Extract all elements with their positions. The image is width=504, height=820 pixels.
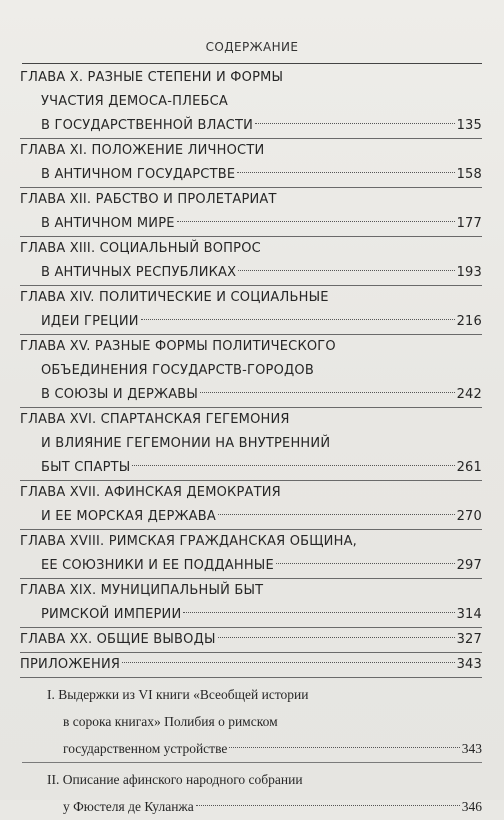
toc-entry-title: II. Описание афинского народного собрании [47,772,303,787]
dot-leader [132,465,454,466]
toc-page-number: 270 [456,509,482,524]
toc-entry-title: ПРИЛОЖЕНИЯ [20,657,121,672]
toc-entry-title-cont: ОБЪЕДИНЕНИЯ ГОСУДАРСТВ-ГОРОДОВ [41,363,314,378]
toc-entry-title-cont: у Фюстеля де Куланжа [63,799,194,814]
toc-entry-title: ГЛАВА XVII. АФИНСКАЯ ДЕМОКРАТИЯ [20,485,281,500]
toc-entry-title-cont: УЧАСТИЯ ДЕМОСА-ПЛЕБСА [41,94,228,109]
toc-entry-title-cont: В СОЮЗЫ И ДЕРЖАВЫ [41,387,199,402]
toc-entry-title: ГЛАВА X. РАЗНЫЕ СТЕПЕНИ И ФОРМЫ [20,70,284,85]
toc-entry-appendix-1[interactable] [22,678,482,763]
toc-page-number: 343 [456,657,482,672]
toc-entry-chapter-20[interactable] [20,628,482,653]
toc-entry-title: ГЛАВА XIII. СОЦИАЛЬНЫЙ ВОПРОС [20,241,261,256]
dot-leader [255,123,455,124]
dot-leader [141,319,455,320]
toc-entry-title: ГЛАВА XVIII. РИМСКАЯ ГРАЖДАНСКАЯ ОБЩИНА, [20,534,357,549]
toc-entry-chapter-13[interactable] [20,237,482,286]
toc-page-number: 216 [456,314,482,329]
dot-leader [218,637,455,638]
toc-entry-appendices[interactable] [20,653,482,678]
dot-leader [238,270,454,271]
toc-entry-title: ГЛАВА XII. РАБСТВО И ПРОЛЕТАРИАТ [20,192,277,207]
dot-leader [237,172,454,173]
toc-entry-chapter-19[interactable] [20,579,482,628]
toc-page-number: 343 [461,741,482,756]
toc-entry-chapter-17[interactable] [20,481,482,530]
toc-entry-chapter-10[interactable] [20,66,482,139]
running-header: СОДЕРЖАНИЕ [205,40,299,54]
toc-page-number: 346 [461,799,482,814]
dot-leader [276,563,455,564]
toc-page-number: 261 [456,460,482,475]
dot-leader [196,805,460,806]
toc-entry-title-cont: ИДЕИ ГРЕЦИИ [41,314,139,329]
toc-entry-title: ГЛАВА XIX. МУНИЦИПАЛЬНЫЙ БЫТ [20,583,264,598]
toc-entry-title-cont: РИМСКОЙ ИМПЕРИИ [41,607,182,622]
toc-entry-title-cont: В АНТИЧНОМ МИРЕ [41,216,175,231]
toc-entry-title: ГЛАВА XX. ОБЩИЕ ВЫВОДЫ [20,632,216,647]
table-of-contents [20,66,482,820]
toc-entry-title-cont: государственном устройстве [63,741,228,756]
toc-entry-chapter-18[interactable] [20,530,482,579]
dot-leader [122,662,454,663]
toc-entry-title-cont: В АНТИЧНЫХ РЕСПУБЛИКАХ [41,265,237,280]
toc-entry-title: ГЛАВА XI. ПОЛОЖЕНИЕ ЛИЧНОСТИ [20,143,265,158]
toc-page-number: 327 [456,632,482,647]
toc-entry-chapter-12[interactable] [20,188,482,237]
toc-page-number: 314 [456,607,482,622]
toc-page-number: 193 [456,265,482,280]
toc-entry-chapter-11[interactable] [20,139,482,188]
toc-page-number: 177 [456,216,482,231]
toc-entry-title: ГЛАВА XVI. СПАРТАНСКАЯ ГЕГЕМОНИЯ [20,412,290,427]
toc-entry-title-cont: И ВЛИЯНИЕ ГЕГЕМОНИИ НА ВНУТРЕННИЙ [41,436,331,451]
dot-leader [183,612,454,613]
toc-entry-chapter-16[interactable] [20,408,482,481]
dot-leader [200,392,454,393]
toc-entry-chapter-14[interactable] [20,286,482,335]
toc-entry-title-cont: В ГОСУДАРСТВЕННОЙ ВЛАСТИ [41,118,254,133]
toc-entry-title-cont: ЕЕ СОЮЗНИКИ И ЕЕ ПОДДАННЫЕ [41,558,274,573]
toc-page-number: 158 [456,167,482,182]
toc-entry-chapter-15[interactable] [20,335,482,408]
toc-entry-title-cont: БЫТ СПАРТЫ [41,460,131,475]
toc-entry-appendix-2[interactable] [22,763,482,820]
dot-leader [218,514,455,515]
toc-entry-title-cont: В АНТИЧНОМ ГОСУДАРСТВЕ [41,167,236,182]
dot-leader [229,747,459,748]
toc-entry-title: ГЛАВА XV. РАЗНЫЕ ФОРМЫ ПОЛИТИЧЕСКОГО [20,339,336,354]
toc-page-number: 242 [456,387,482,402]
toc-entry-title: I. Выдержки из VI книги «Всеобщей истории [47,687,309,702]
appendix-list [20,678,482,820]
toc-page-number: 135 [456,118,482,133]
toc-entry-title: ГЛАВА XIV. ПОЛИТИЧЕСКИЕ И СОЦИАЛЬНЫЕ [20,290,329,305]
header-rule [22,63,482,64]
toc-entry-title-cont: в сорока книгах» Полибия о римском [63,714,278,729]
toc-page-number: 297 [456,558,482,573]
dot-leader [177,221,455,222]
toc-entry-title-cont: И ЕЕ МОРСКАЯ ДЕРЖАВА [41,509,216,524]
